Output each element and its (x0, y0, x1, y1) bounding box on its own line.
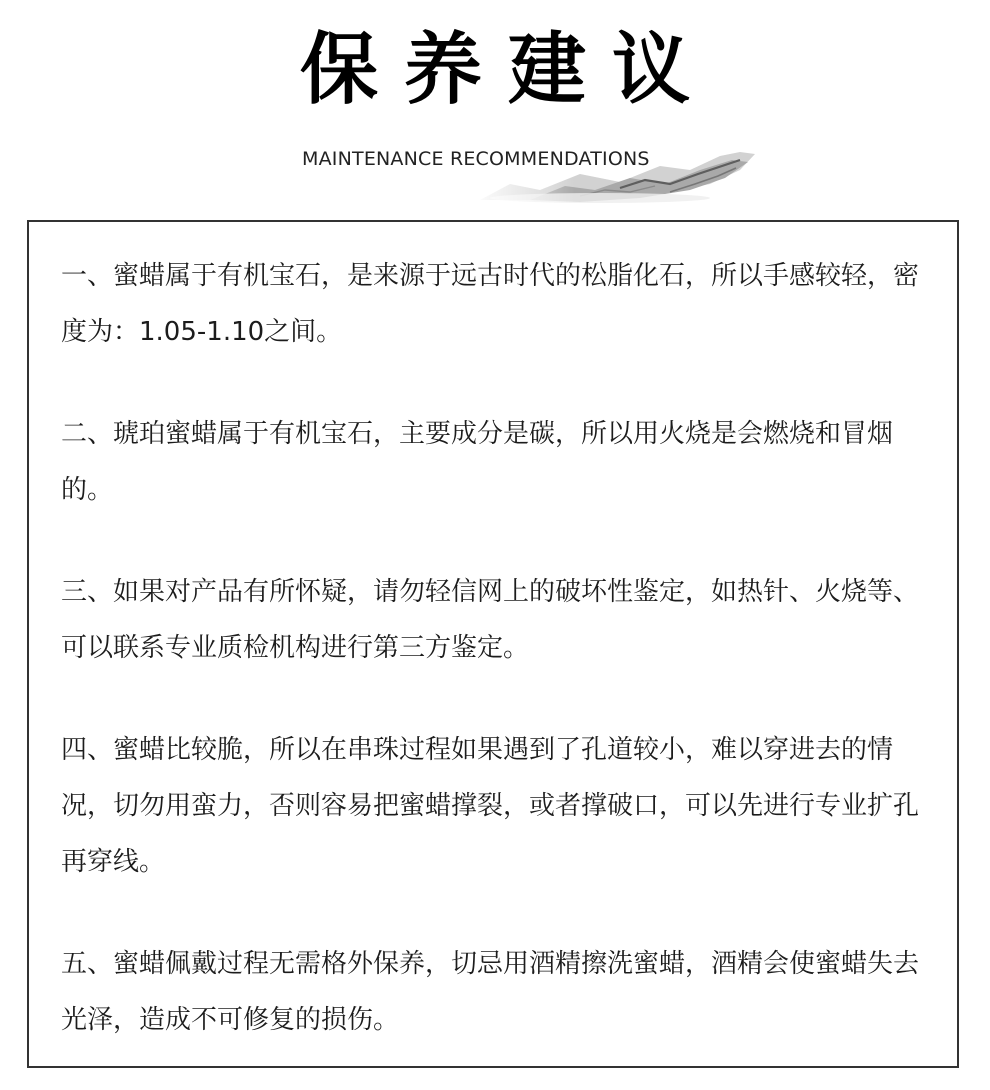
recommendation-item: 五、蜜蜡佩戴过程无需格外保养，切忌用酒精擦洗蜜蜡，酒精会使蜜蜡失去光泽，造成不可修复的损伤。 (61, 949, 920, 1035)
recommendation-item: 一、蜜蜡属于有机宝石，是来源于远古时代的松脂化石，所以手感较轻，密度为：1.05-1.10之间。 (61, 261, 920, 347)
recommendation-item: 三、如果对产品有所怀疑，请勿轻信网上的破坏性鉴定，如热针、火烧等、可以联系专业质检机构进行第三方鉴定。 (61, 577, 920, 663)
recommendations-box (27, 220, 959, 1068)
recommendation-item: 四、蜜蜡比较脆，所以在串珠过程如果遇到了孔道较小，难以穿进去的情况，切勿用蛮力，否则容易把蜜蜡撑裂，或者撑破口，可以先进行专业扩孔再穿线。 (61, 735, 920, 877)
page-title: 保养建议 (299, 24, 716, 115)
subtitle-banner (290, 140, 790, 204)
page-subtitle: MAINTENANCE RECOMMENDATIONS (302, 148, 650, 170)
recommendation-item: 二、琥珀蜜蜡属于有机宝石，主要成分是碳，所以用火烧是会燃烧和冒烟的。 (61, 419, 894, 505)
